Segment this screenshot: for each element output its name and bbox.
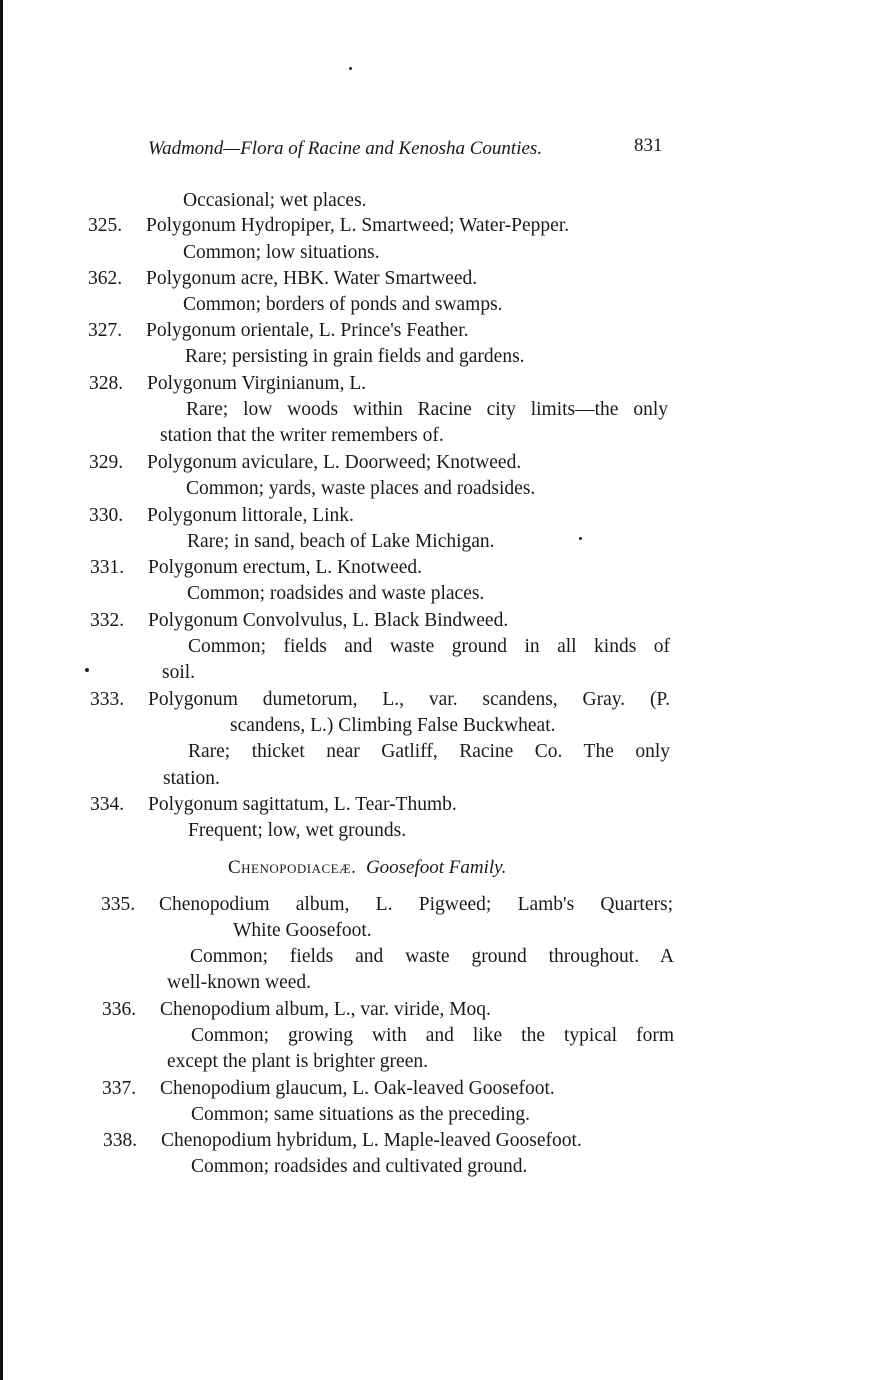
family-common-name: Goosefoot Family. (365, 857, 507, 878)
habitat-line: Occasional; wet places. (183, 190, 367, 211)
species-name: Chenopodium album, L., var. viride, Moq. (160, 999, 491, 1020)
habitat-line: Rare; thicket near Gatliff, Racine Co. The only (188, 741, 670, 762)
species-name: Polygonum Convolvulus, L. Black Bindweed. (148, 610, 509, 631)
habitat-line: Common; growing with and like the typical form (191, 1025, 674, 1046)
entry-number: 335. (101, 894, 136, 915)
habitat-line: soil. (162, 662, 196, 683)
habitat-line: station. (163, 768, 220, 789)
habitat-line: Common; same situations as the preceding. (191, 1104, 531, 1125)
habitat-line: Rare; in sand, beach of Lake Michigan. (187, 531, 495, 552)
species-name: Polygonum acre, HBK. Water Smartweed. (146, 268, 478, 289)
species-name: Polygonum Virginianum, L. (147, 373, 367, 394)
entry-number: 330. (89, 505, 124, 526)
print-speck (579, 537, 582, 540)
entry-number: 331. (90, 557, 125, 578)
species-name: Polygonum dumetorum, L., var. scandens, Gray. (P. (148, 689, 670, 710)
entry-number: 327. (88, 320, 123, 341)
species-entry (89, 504, 354, 528)
entry-number: 338. (103, 1130, 138, 1151)
species-name: Polygonum aviculare, L. Doorweed; Knotweed. (147, 452, 522, 473)
habitat-line: Common; borders of ponds and swamps. (183, 294, 503, 315)
species-name: Polygonum Hydropiper, L. Smartweed; Water-Pepper. (146, 215, 570, 236)
page-edge-shadow (0, 0, 3, 1380)
running-title: Wadmond—Flora of Racine and Kenosha Counties. (148, 138, 543, 159)
species-entry (102, 1077, 555, 1101)
species-entry (102, 998, 491, 1022)
species-name: Polygonum sagittatum, L. Tear-Thumb. (148, 794, 457, 815)
species-name-continued: White Goosefoot. (233, 920, 372, 941)
habitat-line: Rare; persisting in grain fields and gardens. (185, 346, 525, 367)
species-name: Polygonum orientale, L. Prince's Feather. (146, 320, 469, 341)
species-entry (89, 451, 521, 475)
entry-number: 334. (90, 794, 125, 815)
species-entry (101, 893, 673, 917)
species-name: Chenopodium glaucum, L. Oak-leaved Goosefoot. (160, 1078, 555, 1099)
habitat-line: station that the writer remembers of. (160, 425, 444, 446)
habitat-line: Common; roadsides and waste places. (187, 583, 485, 604)
species-entry (89, 372, 366, 396)
habitat-line: Common; roadsides and cultivated ground. (191, 1156, 528, 1177)
species-entry (88, 267, 477, 291)
species-entry (90, 609, 508, 633)
habitat-line: Common; fields and waste ground throughout. A (190, 946, 674, 967)
habitat-line: Common; fields and waste ground in all kinds of (188, 636, 670, 657)
habitat-line: Frequent; low, wet grounds. (188, 820, 407, 841)
species-name: Chenopodium hybridum, L. Maple-leaved Goosefoot. (161, 1130, 582, 1151)
species-entry (103, 1129, 582, 1153)
habitat-line: well-known weed. (167, 972, 312, 993)
entry-number: 328. (89, 373, 124, 394)
running-header (148, 135, 668, 160)
entry-number: 333. (90, 689, 125, 710)
family-heading (228, 856, 506, 880)
species-entry (90, 556, 422, 580)
habitat-line: except the plant is brighter green. (167, 1051, 428, 1072)
page-number: 831 (634, 135, 663, 156)
entry-number: 362. (88, 268, 123, 289)
species-name: Chenopodium album, L. Pigweed; Lamb's Quarters; (159, 894, 673, 915)
entry-number: 337. (102, 1078, 137, 1099)
print-speck (349, 67, 352, 70)
family-latin-name: Chenopodiaceæ. (228, 857, 357, 878)
habitat-line: Common; low situations. (183, 242, 380, 263)
habitat-line: Common; yards, waste places and roadsides. (186, 478, 536, 499)
species-entry (88, 214, 668, 238)
entry-number: 332. (90, 610, 125, 631)
species-entry (90, 793, 457, 817)
habitat-line: Rare; low woods within Racine city limits—the only (186, 399, 668, 420)
entry-number: 329. (89, 452, 124, 473)
species-entry (90, 688, 670, 712)
species-name: Polygonum erectum, L. Knotweed. (148, 557, 423, 578)
entry-number: 325. (88, 215, 123, 236)
species-name-continued: scandens, L.) Climbing False Buckwheat. (230, 715, 556, 736)
species-name: Polygonum littorale, Link. (147, 505, 354, 526)
species-entry (88, 319, 469, 343)
print-speck (85, 668, 89, 672)
entry-number: 336. (102, 999, 137, 1020)
